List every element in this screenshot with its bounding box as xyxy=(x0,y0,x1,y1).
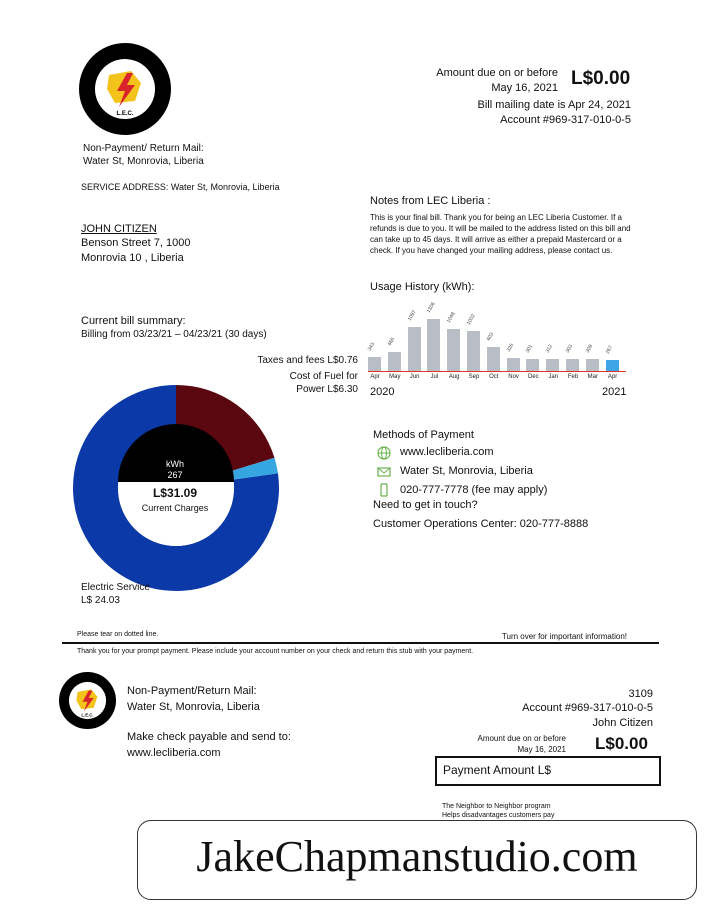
usage-month-label: Mar xyxy=(587,374,598,380)
usage-chart xyxy=(368,300,626,382)
usage-month-label: Jul xyxy=(430,374,439,380)
payment-amount-label: Payment Amount L$ xyxy=(443,763,552,777)
customer-name: JOHN CITIZEN xyxy=(81,223,157,235)
fuel-label-line1: Cost of Fuel for xyxy=(289,371,358,382)
usage-bars xyxy=(368,300,626,372)
taxes-label: Taxes and fees L$0.76 xyxy=(257,355,358,366)
return-mail-address: Water St, Monrovia, Liberia xyxy=(83,156,204,167)
usage-bar xyxy=(467,331,480,371)
touch-line: Customer Operations Center: 020-777-8888 xyxy=(373,518,589,530)
usage-bar-label: 603 xyxy=(485,331,495,342)
usage-year-end: 2021 xyxy=(602,386,627,398)
stub-lec-logo xyxy=(59,672,116,729)
electric-service-line2: L$ 24.03 xyxy=(81,595,120,606)
donut-kwh-value: 267 xyxy=(167,470,183,480)
usage-bar xyxy=(546,359,559,371)
neighbor-line1: The Neighbor to Neighbor program xyxy=(442,803,551,810)
stub-payable-label: Make check payable and send to: xyxy=(127,731,291,743)
donut-kwh-label: kWh xyxy=(166,459,184,469)
usage-bar xyxy=(606,360,619,371)
usage-month-label: May xyxy=(389,374,401,380)
usage-month-label: Nov xyxy=(508,374,519,380)
usage-month-label: Dec xyxy=(528,374,539,380)
phone-icon xyxy=(377,483,391,497)
amount-due-label-line1: Amount due on or before xyxy=(436,67,558,79)
usage-year-start: 2020 xyxy=(370,386,395,398)
usage-bar xyxy=(388,352,401,371)
usage-bar-label: 301 xyxy=(525,343,535,354)
amount-due-value: L$0.00 xyxy=(571,68,631,89)
stub-due-date: May 16, 2021 xyxy=(517,745,566,754)
usage-baseline xyxy=(368,371,626,372)
usage-bar xyxy=(586,359,599,371)
touch-title: Need to get in touch? xyxy=(373,499,478,511)
payment-phone: 020-777-7778 (fee may apply) xyxy=(400,484,548,496)
usage-month-label: Feb xyxy=(567,374,579,380)
usage-month-label: Jun xyxy=(409,374,420,380)
watermark-text: JakeChapmanstudio.com xyxy=(196,832,638,881)
tear-right-text: Turn over for important information! xyxy=(501,632,627,641)
usage-month-label: Aug xyxy=(448,374,460,380)
account-number: Account #969-317-010-0-5 xyxy=(500,114,631,126)
mailing-date: Bill mailing date is Apr 24, 2021 xyxy=(477,99,631,111)
watermark-box xyxy=(137,820,697,900)
usage-bar-label: 326 xyxy=(505,342,515,353)
usage-bar-label: 1048 xyxy=(445,311,457,325)
usage-bar xyxy=(507,358,520,371)
notes-title: Notes from LEC Liberia : xyxy=(370,195,491,207)
svg-text:L.E.C.: L.E.C. xyxy=(81,712,94,718)
tear-left-text: Please tear on dotted line. xyxy=(77,631,159,638)
usage-month-label: Oct xyxy=(489,374,499,380)
amount-due-date: May 16, 2021 xyxy=(491,82,558,94)
stub-due-value: L$0.00 xyxy=(595,734,648,753)
usage-bar-label: 312 xyxy=(544,343,555,354)
electric-service-label xyxy=(81,581,150,607)
usage-bar xyxy=(368,357,381,371)
stub-lec-logo-graphic xyxy=(59,672,116,729)
usage-bar xyxy=(408,327,421,371)
notes-body: This is your final bill. Thank you for being an LEC Liberia Customer. If a refunds is due to you. It will be mailed to the address listed on this bill and can take up to 45 days. It will arrive as either a prepaid Mastercard or a check. If you have changed your mailing address, please contact us. xyxy=(370,213,631,255)
usage-bar-label: 1097 xyxy=(406,309,418,323)
globe-icon xyxy=(377,446,391,460)
donut-caption: Current Charges xyxy=(141,503,209,513)
lec-logo xyxy=(79,43,171,135)
usage-bar-label: 303 xyxy=(564,343,575,354)
customer-address-line2: Monrovia 10 , Liberia xyxy=(81,252,184,264)
summary-title: Current bill summary: xyxy=(81,315,186,327)
stub-due-label-line1: Amount due on or before xyxy=(477,734,566,743)
svg-text:L.E.C.: L.E.C. xyxy=(116,111,134,117)
neighbor-line2: Helps disadvantages customers pay xyxy=(442,812,555,819)
fuel-label-line2: Power L$6.30 xyxy=(296,384,358,395)
electric-service-line1: Electric Service xyxy=(81,582,150,593)
usage-bar xyxy=(427,319,440,371)
usage-month-label: Apr xyxy=(370,374,380,380)
summary-period: Billing from 03/23/21 – 04/23/21 (30 days) xyxy=(81,329,267,340)
payment-amount-box[interactable] xyxy=(435,756,661,786)
stub-due-label xyxy=(430,733,566,755)
stub-name: John Citizen xyxy=(592,717,653,729)
amount-due-label xyxy=(380,66,558,96)
tear-thanks: Thank you for your prompt payment. Please include your account number on your check and return this stub with your payment. xyxy=(77,648,474,655)
usage-month-label: Sep xyxy=(468,374,480,380)
usage-bar xyxy=(526,359,539,371)
usage-bar-label: 267 xyxy=(604,345,614,356)
usage-bar xyxy=(487,347,500,371)
lec-logo-graphic xyxy=(79,43,171,135)
customer-address-line1: Benson Street 7, 1000 xyxy=(81,237,191,249)
donut-amount: L$31.09 xyxy=(152,486,198,500)
usage-month-label: Apr xyxy=(607,374,618,380)
usage-bar-label: 343 xyxy=(366,342,377,353)
stub-return-address: Water St, Monrovia, Liberia xyxy=(127,701,260,713)
return-mail-label: Non-Payment/ Return Mail: xyxy=(83,143,204,154)
tear-line[interactable] xyxy=(62,642,659,644)
stub-code: 3109 xyxy=(628,688,653,700)
service-address: SERVICE ADDRESS: Water St, Monrovia, Liberia xyxy=(81,182,280,192)
usage-bar xyxy=(566,359,579,371)
usage-bar xyxy=(447,329,460,371)
usage-month-label: Jan xyxy=(548,374,559,380)
usage-bar-label: 466 xyxy=(386,337,396,348)
payment-web[interactable]: www.lecliberia.com xyxy=(400,446,494,458)
stub-return-label: Non-Payment/Return Mail: xyxy=(127,685,257,697)
payment-mail: Water St, Monrovia, Liberia xyxy=(400,465,533,477)
usage-bar-label: 1002 xyxy=(465,313,477,326)
usage-bar-label: 309 xyxy=(584,343,594,354)
payment-title: Methods of Payment xyxy=(373,429,474,441)
stub-account: Account #969-317-010-0-5 xyxy=(522,702,653,714)
usage-bar-label: 1306 xyxy=(426,301,437,314)
usage-title: Usage History (kWh): xyxy=(370,281,475,293)
envelope-icon xyxy=(377,465,391,479)
stub-payable-site: www.lecliberia.com xyxy=(127,747,221,759)
usage-months xyxy=(368,374,626,382)
